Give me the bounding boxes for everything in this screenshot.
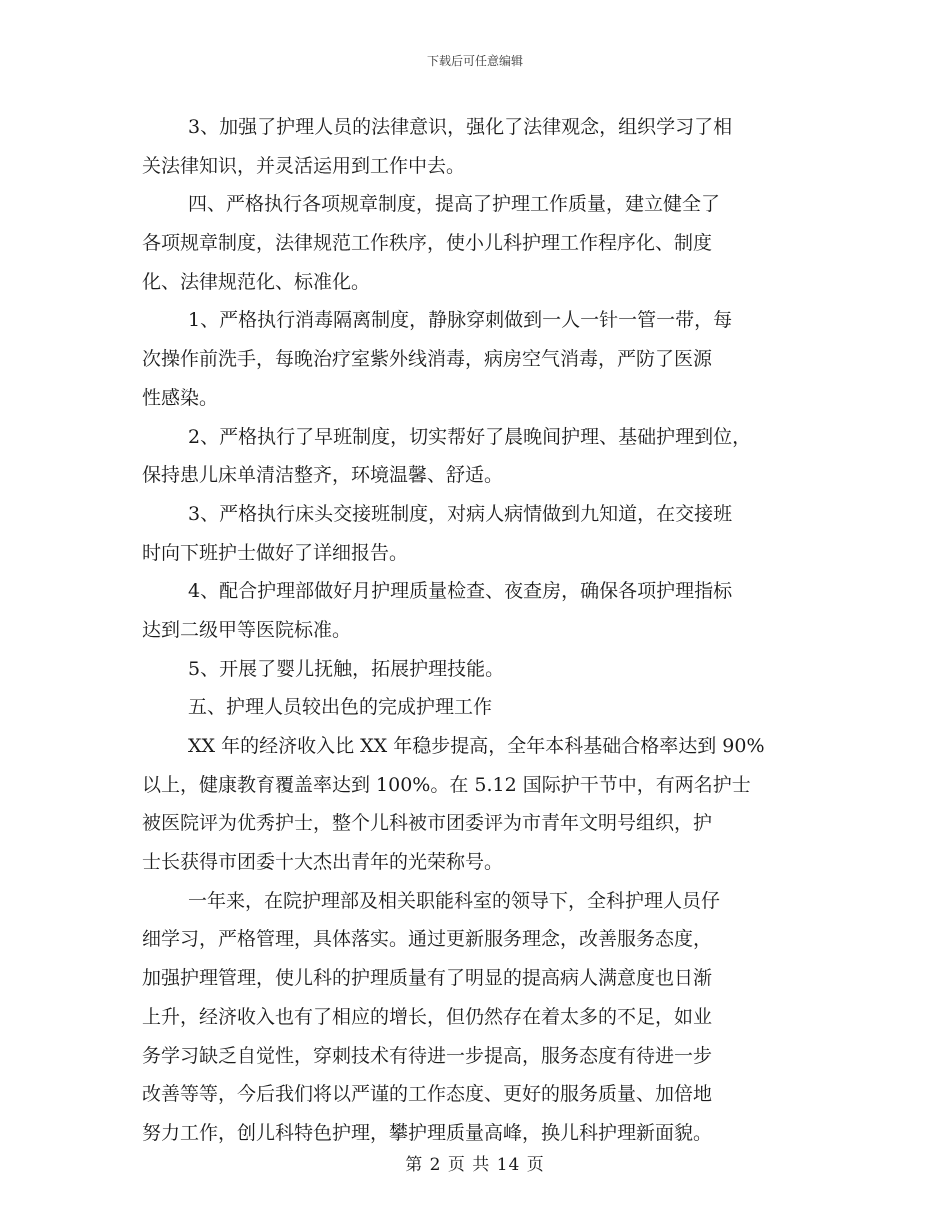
text-line: 以上，健康教育覆盖率达到 100%。在 5.12 国际护干节中，有两名护士 (142, 773, 751, 796)
section-heading-4: 四、严格执行各项规章制度，提高了护理工作质量，建立健全了 (188, 193, 721, 216)
page-number-footer: 第 2 页 共 14 页 (405, 1155, 545, 1175)
text-line: 各项规章制度，法律规范工作秩序，使小儿科护理工作程序化、制度 (142, 232, 713, 255)
text-line: 关法律知识，并灵活运用到工作中去。 (142, 154, 466, 177)
text-line: 3、严格执行床头交接班制度，对病人病情做到九知道，在交接班 (188, 502, 733, 525)
document-body (142, 108, 822, 1153)
section-heading-5: 五、护理人员较出色的完成护理工作 (188, 696, 493, 719)
text-line: 4、配合护理部做好月护理质量检查、夜查房，确保各项护理指标 (188, 580, 733, 603)
text-line: 化、法律规范化、标准化。 (142, 270, 371, 293)
text-line: 保持患儿床单清洁整齐，环境温馨、舒适。 (142, 464, 504, 487)
text-line: 时向下班护士做好了详细报告。 (142, 541, 409, 564)
text-line: 达到二级甲等医院标准。 (142, 618, 352, 641)
text-line: 3、加强了护理人员的法律意识，强化了法律观念，组织学习了相 (188, 116, 733, 138)
text-line: 被医院评为优秀护士，整个儿科被市团委评为市青年文明号组织，护 (142, 812, 713, 835)
text-line: 性感染。 (142, 386, 219, 409)
text-line: 1、严格执行消毒隔离制度，静脉穿刺做到一人一针一管一带，每 (188, 309, 733, 332)
text-line: 改善等等，今后我们将以严谨的工作态度、更好的服务质量、加倍地 (142, 1083, 713, 1106)
text-line: 士长获得市团委十大杰出青年的光荣称号。 (142, 851, 504, 874)
text-line: 一年来，在院护理部及相关职能科室的领导下，全科护理人员仔 (188, 889, 721, 912)
text-line: 次操作前洗手，每晚治疗室紫外线消毒，病房空气消毒，严防了医源 (142, 348, 713, 371)
text-line: XX 年的经济收入比 XX 年稳步提高，全年本科基础合格率达到 90% (188, 735, 765, 757)
text-line: 努力工作，创儿科特色护理，攀护理质量高峰，换儿科护理新面貌。 (142, 1121, 713, 1144)
text-line: 5、开展了婴儿抚触，拓展护理技能。 (188, 657, 505, 680)
text-line: 务学习缺乏自觉性，穿刺技术有待进一步提高，服务态度有待进一步 (142, 1044, 713, 1067)
text-line: 上升，经济收入也有了相应的增长，但仍然存在着太多的不足，如业 (142, 1005, 713, 1028)
text-line: 2、严格执行了早班制度，切实帮好了晨晚间护理、基础护理到位， (188, 425, 752, 448)
text-line: 加强护理管理，使儿科的护理质量有了明显的提高病人满意度也日渐 (142, 967, 713, 990)
text-line: 细学习，严格管理，具体落实。通过更新服务理念，改善服务态度， (142, 928, 713, 951)
page-header: 下载后可任意编辑 (426, 54, 523, 68)
